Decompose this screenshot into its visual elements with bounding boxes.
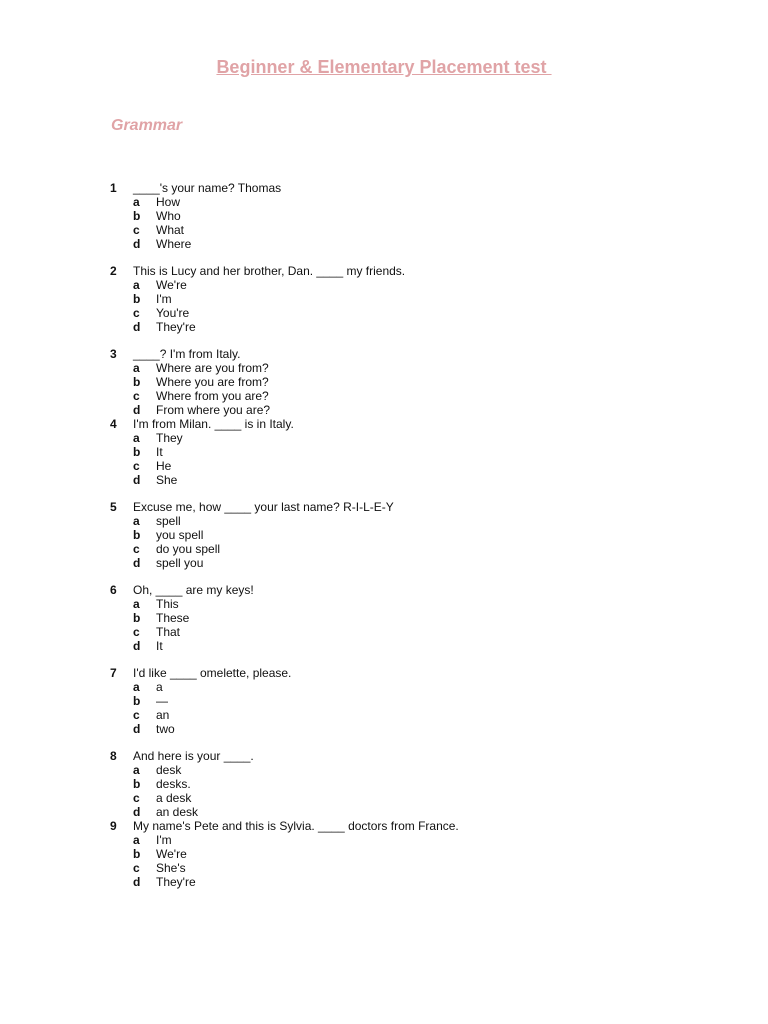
- option-letter: b: [133, 292, 141, 306]
- option-letter: c: [133, 306, 140, 320]
- option-letter: a: [133, 195, 140, 209]
- option-letter: a: [133, 514, 140, 528]
- option-text: She's: [156, 861, 186, 875]
- option-letter: d: [133, 875, 141, 889]
- option-letter: c: [133, 791, 140, 805]
- question-number: 4: [110, 417, 117, 431]
- option-text: Where from you are?: [156, 389, 269, 403]
- option-text: an: [156, 708, 170, 722]
- question-stem: [110, 181, 670, 195]
- option-text: That: [156, 625, 181, 639]
- question-4: [110, 417, 670, 487]
- option-letter: d: [133, 403, 141, 417]
- spacer: [110, 570, 670, 583]
- option-letter: b: [133, 777, 141, 791]
- option-text: It: [156, 639, 163, 653]
- section-heading: Grammar: [111, 117, 183, 134]
- option-letter: c: [133, 389, 140, 403]
- option-text: spell: [156, 514, 181, 528]
- option-letter: b: [133, 611, 141, 625]
- answer-option: [110, 459, 670, 473]
- option-letter: c: [133, 708, 140, 722]
- answer-option: [110, 708, 670, 722]
- question-stem: [110, 347, 670, 361]
- answer-option: [110, 611, 670, 625]
- option-letter: a: [133, 431, 140, 445]
- question-number: 3: [110, 347, 117, 361]
- answer-option: [110, 375, 670, 389]
- question-text: And here is your ____.: [133, 749, 254, 763]
- answer-option: [110, 403, 670, 417]
- question-number: 7: [110, 666, 117, 680]
- option-letter: d: [133, 805, 141, 819]
- answer-option: [110, 306, 670, 320]
- option-text: We're: [156, 278, 187, 292]
- spacer: [110, 736, 670, 749]
- option-text: She: [156, 473, 178, 487]
- question-stem: [110, 264, 670, 278]
- option-text: These: [156, 611, 190, 625]
- option-letter: d: [133, 473, 141, 487]
- option-text: They're: [156, 320, 196, 334]
- option-letter: a: [133, 278, 140, 292]
- option-letter: b: [133, 847, 141, 861]
- question-text: Oh, ____ are my keys!: [133, 583, 254, 597]
- answer-option: [110, 875, 670, 889]
- question-7: [110, 666, 670, 736]
- answer-option: [110, 237, 670, 251]
- option-text: spell you: [156, 556, 204, 570]
- answer-option: [110, 209, 670, 223]
- answer-option: [110, 805, 670, 819]
- option-text: desks.: [156, 777, 191, 791]
- option-text: This: [156, 597, 179, 611]
- question-text: My name's Pete and this is Sylvia. ____ doctors from France.: [133, 819, 459, 833]
- answer-option: [110, 861, 670, 875]
- option-letter: b: [133, 375, 141, 389]
- option-text: They: [156, 431, 183, 445]
- answer-option: [110, 763, 670, 777]
- question-text: ____? I'm from Italy.: [133, 347, 241, 361]
- page-title: Beginner & Elementary Placement test: [216, 57, 552, 77]
- option-text: How: [156, 195, 181, 209]
- option-letter: a: [133, 361, 140, 375]
- option-text: We're: [156, 847, 187, 861]
- question-2: [110, 264, 670, 334]
- option-letter: d: [133, 639, 141, 653]
- option-letter: c: [133, 459, 140, 473]
- option-text: —: [156, 694, 168, 708]
- question-stem: [110, 749, 670, 763]
- question-6: [110, 583, 670, 653]
- option-letter: d: [133, 320, 141, 334]
- option-letter: d: [133, 237, 141, 251]
- option-text: What: [156, 223, 185, 237]
- spacer: [110, 334, 670, 347]
- option-text: desk: [156, 763, 182, 777]
- question-list: [110, 181, 670, 889]
- option-text: a desk: [156, 791, 192, 805]
- option-letter: b: [133, 694, 141, 708]
- question-text: ____'s your name? Thomas: [133, 181, 282, 195]
- question-number: 5: [110, 500, 117, 514]
- question-number: 1: [110, 181, 117, 195]
- answer-option: [110, 223, 670, 237]
- answer-option: [110, 542, 670, 556]
- option-letter: d: [133, 556, 141, 570]
- answer-option: [110, 278, 670, 292]
- question-stem: [110, 500, 670, 514]
- question-stem: [110, 666, 670, 680]
- spacer: [110, 251, 670, 264]
- answer-option: [110, 445, 670, 459]
- option-letter: c: [133, 861, 140, 875]
- answer-option: [110, 694, 670, 708]
- answer-option: [110, 361, 670, 375]
- answer-option: [110, 514, 670, 528]
- answer-option: [110, 597, 670, 611]
- option-letter: b: [133, 445, 141, 459]
- answer-option: [110, 680, 670, 694]
- answer-option: [110, 320, 670, 334]
- spacer: [110, 653, 670, 666]
- answer-option: [110, 556, 670, 570]
- option-text: It: [156, 445, 163, 459]
- option-text: Where you are from?: [156, 375, 269, 389]
- answer-option: [110, 528, 670, 542]
- question-text: Excuse me, how ____ your last name? R-I-L-E-Y: [133, 500, 394, 514]
- question-number: 9: [110, 819, 117, 833]
- question-stem: [110, 819, 670, 833]
- option-text: Who: [156, 209, 181, 223]
- question-stem: [110, 583, 670, 597]
- question-3: [110, 347, 670, 417]
- answer-option: [110, 847, 670, 861]
- question-8: [110, 749, 670, 819]
- spacer: [110, 487, 670, 500]
- option-letter: b: [133, 528, 141, 542]
- answer-option: [110, 389, 670, 403]
- option-letter: b: [133, 209, 141, 223]
- answer-option: [110, 625, 670, 639]
- answer-option: [110, 833, 670, 847]
- question-1: [110, 181, 670, 251]
- question-number: 2: [110, 264, 117, 278]
- option-text: You're: [156, 306, 190, 320]
- answer-option: [110, 791, 670, 805]
- question-stem: [110, 417, 670, 431]
- answer-option: [110, 473, 670, 487]
- answer-option: [110, 639, 670, 653]
- question-9: [110, 819, 670, 889]
- answer-option: [110, 431, 670, 445]
- option-letter: c: [133, 625, 140, 639]
- option-letter: a: [133, 763, 140, 777]
- option-text: I'm: [156, 833, 172, 847]
- option-text: an desk: [156, 805, 199, 819]
- option-text: you spell: [156, 528, 204, 542]
- option-text: I'm: [156, 292, 172, 306]
- option-letter: a: [133, 680, 140, 694]
- option-text: a: [156, 680, 163, 694]
- answer-option: [110, 777, 670, 791]
- answer-option: [110, 722, 670, 736]
- question-5: [110, 500, 670, 570]
- answer-option: [110, 195, 670, 209]
- option-text: Where are you from?: [156, 361, 269, 375]
- option-letter: a: [133, 597, 140, 611]
- question-text: I'm from Milan. ____ is in Italy.: [133, 417, 294, 431]
- question-number: 6: [110, 583, 117, 597]
- option-letter: c: [133, 542, 140, 556]
- option-text: Where: [156, 237, 192, 251]
- question-text: I'd like ____ omelette, please.: [133, 666, 292, 680]
- option-text: They're: [156, 875, 196, 889]
- option-letter: d: [133, 722, 141, 736]
- option-text: He: [156, 459, 172, 473]
- option-text: do you spell: [156, 542, 221, 556]
- option-text: two: [156, 722, 175, 736]
- answer-option: [110, 292, 670, 306]
- question-text: This is Lucy and her brother, Dan. ____ my friends.: [133, 264, 406, 278]
- option-letter: c: [133, 223, 140, 237]
- option-letter: a: [133, 833, 140, 847]
- question-number: 8: [110, 749, 117, 763]
- option-text: From where you are?: [156, 403, 271, 417]
